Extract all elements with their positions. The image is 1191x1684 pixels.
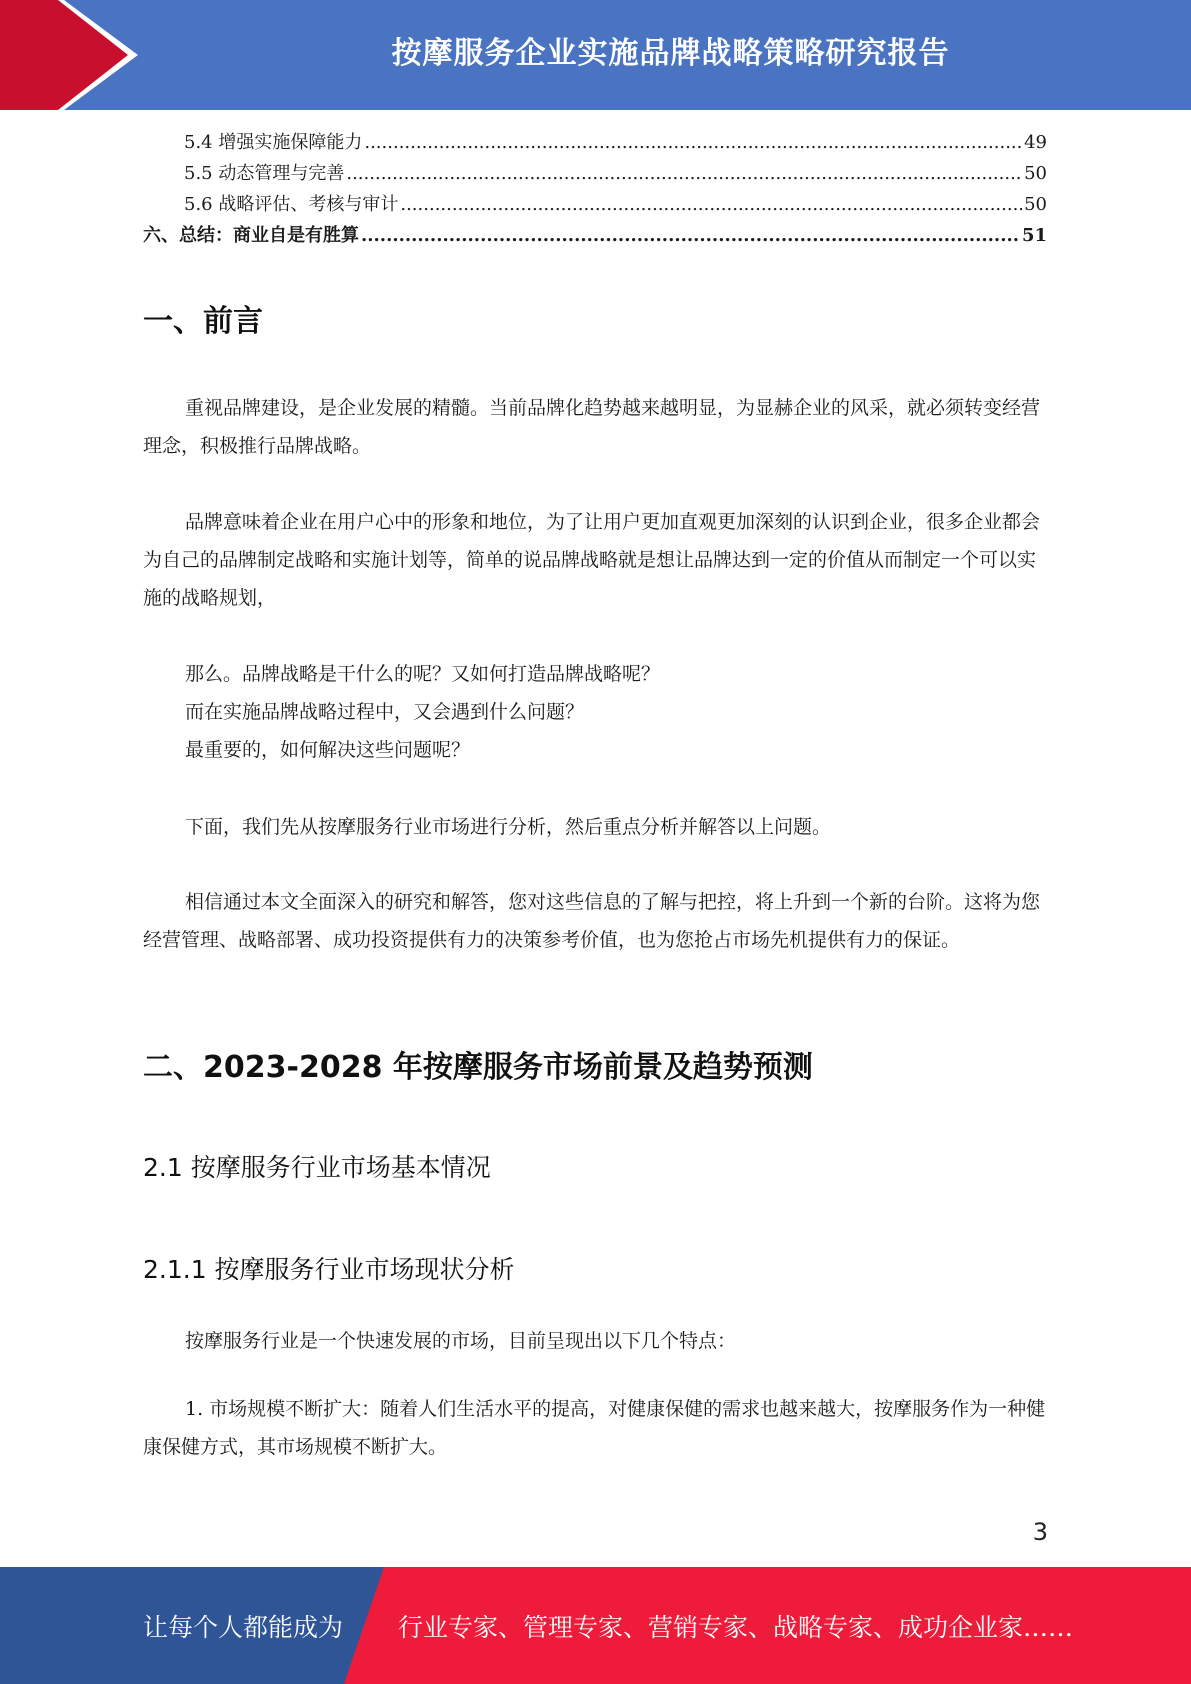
paragraph: 相信通过本文全面深入的研究和解答，您对这些信息的了解与把控，将上升到一个新的台阶。这将为您经营管理、战略部署、成功投资提供有力的决策参考价值，也为您抢占市场先机提供有力的保证。 [143, 891, 1041, 951]
report-title: 按摩服务企业实施品牌战略策略研究报告 [391, 36, 950, 71]
toc-item[interactable] [143, 190, 1047, 221]
page-number: 3 [1032, 1518, 1048, 1546]
question-line: 而在实施品牌战略过程中，又会遇到什么问题？ [185, 701, 585, 723]
section-heading-market-outlook: 二、2023-2028 年按摩服务市场前景及趋势预测 [143, 1050, 813, 1085]
toc-item[interactable] [143, 128, 1047, 159]
table-of-contents [143, 128, 1047, 252]
toc-leader-dots [346, 163, 1022, 184]
question-line: 最重要的，如何解决这些问题呢？ [185, 739, 471, 761]
toc-leader-dots [361, 225, 1020, 246]
toc-item[interactable] [143, 221, 1047, 252]
toc-item[interactable] [143, 159, 1047, 190]
toc-item-page: 51 [1021, 225, 1047, 246]
footer-band [0, 1567, 1191, 1684]
question-line: 那么。品牌战略是干什么的呢？又如何打造品牌战略呢？ [185, 663, 661, 685]
toc-item-page: 50 [1024, 194, 1047, 215]
subsection-heading: 2.1.1 按摩服务行业市场现状分析 [143, 1255, 515, 1284]
toc-leader-dots [364, 132, 1022, 153]
toc-item-label: 5.4 增强实施保障能力 [184, 132, 363, 153]
paragraph: 1. 市场规模不断扩大：随着人们生活水平的提高，对健康保健的需求也越来越大，按摩服务作为一种健康保健方式，其市场规模不断扩大。 [143, 1398, 1046, 1458]
toc-leader-dots [400, 194, 1022, 215]
toc-item-label: 六、总结：商业自是有胜算 [143, 225, 359, 246]
header-band [0, 0, 1191, 110]
paragraph: 重视品牌建设，是企业发展的精髓。当前品牌化趋势越来越明显，为显赫企业的风采，就必须转变经营理念，积极推行品牌战略。 [143, 397, 1041, 457]
header-chevron-decoration [0, 0, 160, 110]
paragraph: 下面，我们先从按摩服务行业市场进行分析，然后重点分析并解答以上问题。 [185, 816, 832, 838]
footer-slogan-right: 行业专家、管理专家、营销专家、战略专家、成功企业家…… [398, 1612, 1074, 1642]
footer-slogan-left: 让每个人都能成为 [143, 1612, 344, 1642]
subsection-heading: 2.1 按摩服务行业市场基本情况 [143, 1153, 491, 1182]
section-heading-preface: 一、前言 [143, 304, 263, 339]
toc-item-page: 49 [1024, 132, 1047, 153]
paragraph: 品牌意味着企业在用户心中的形象和地位，为了让用户更加直观更加深刻的认识到企业，很多企业都会为自己的品牌制定战略和实施计划等，简单的说品牌战略就是想让品牌达到一定的价值从而制定一个可以实施的战略规划， [143, 511, 1041, 609]
toc-item-page: 50 [1024, 163, 1047, 184]
paragraph: 按摩服务行业是一个快速发展的市场，目前呈现出以下几个特点： [185, 1330, 737, 1352]
toc-item-label: 5.6 战略评估、考核与审计 [184, 194, 399, 215]
toc-item-label: 5.5 动态管理与完善 [184, 163, 345, 184]
